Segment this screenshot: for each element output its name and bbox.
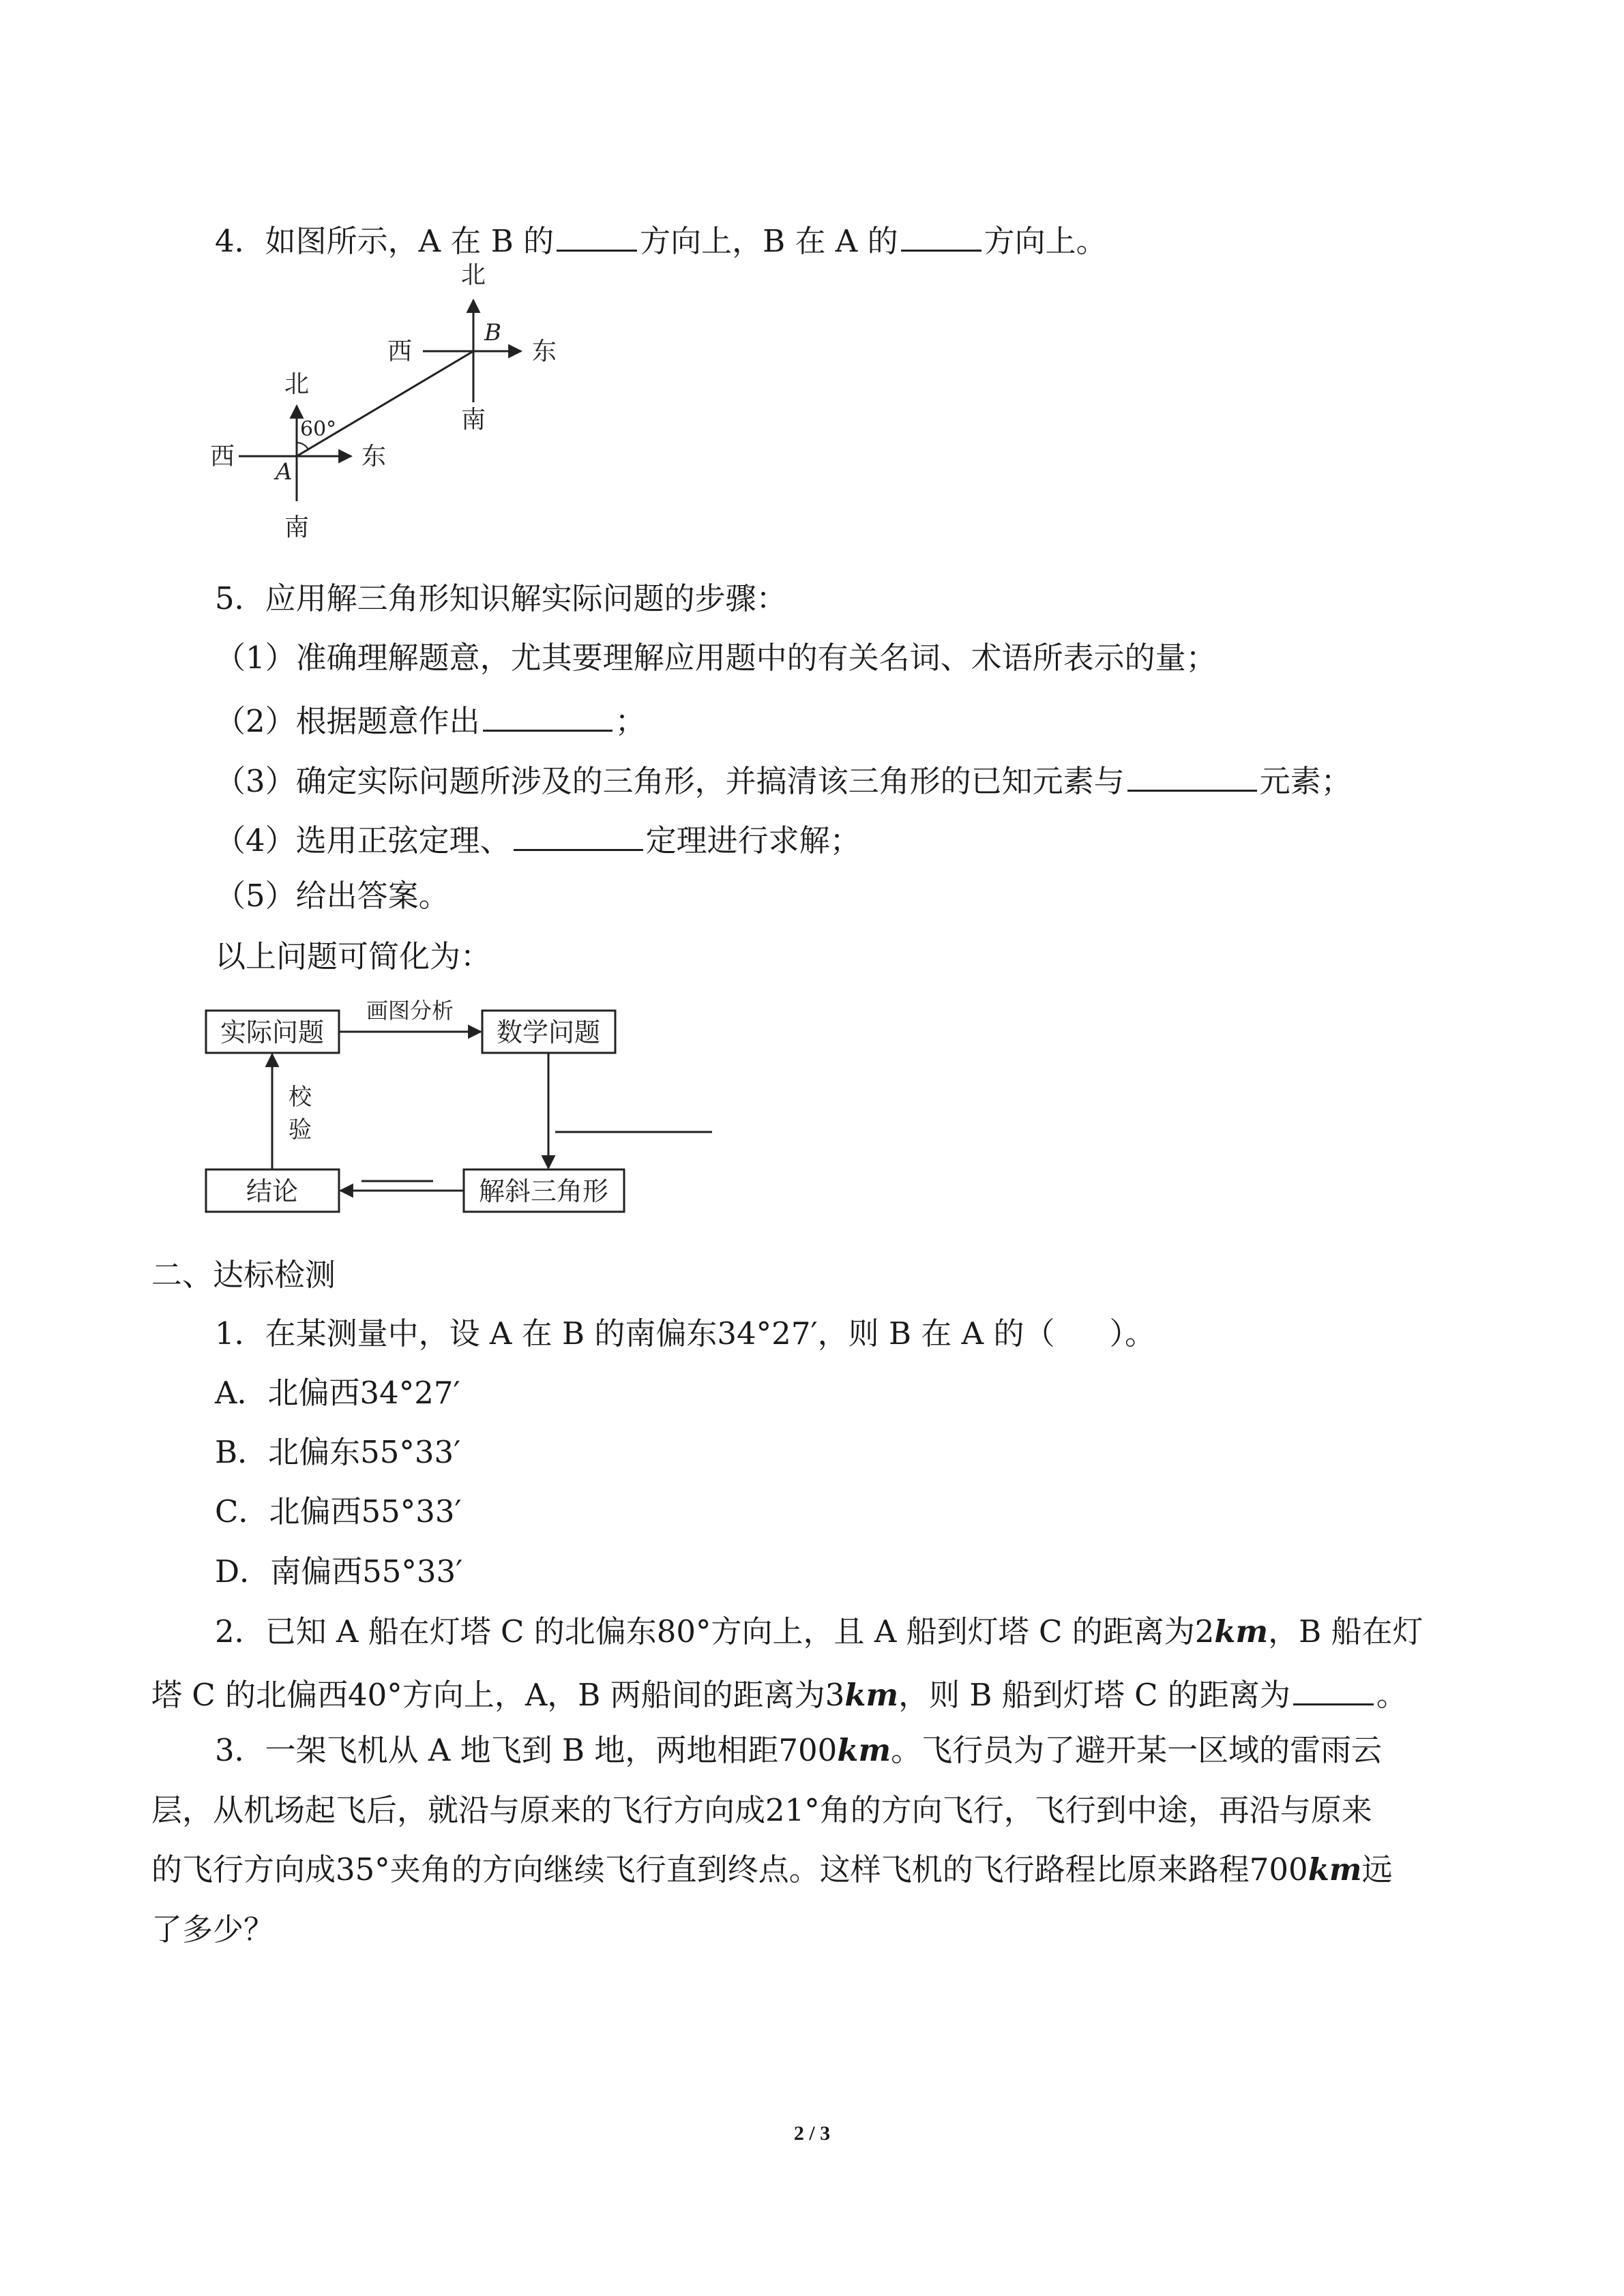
s2-q3-unit: km: [837, 1732, 891, 1768]
q5-step-4-text: （4）选用正弦定理、: [215, 822, 511, 859]
s2-q2-text-d: 塔 C 的北偏西: [151, 1677, 349, 1713]
s2-q1-option-a-dir: 北偏西: [267, 1375, 360, 1411]
q4-text-2: 方向上，B 在 A 的: [640, 223, 898, 259]
s2-q2-line-1: [215, 1611, 1423, 1652]
q4-blank-2[interactable]: [901, 217, 981, 252]
q5-step-3-blank[interactable]: [1127, 757, 1257, 792]
s2-q2-dist-2: 3: [825, 1677, 845, 1713]
q5-step-4: [215, 816, 861, 861]
s2-q3-text-b: 。飞行员为了避开某一区域的雷雨云: [891, 1732, 1383, 1768]
s2-q2-text-a: 2．已知 A 船在灯塔 C 的北偏东: [215, 1613, 657, 1650]
s2-q1-option-b[interactable]: [215, 1432, 460, 1473]
b-east-label: 东: [531, 338, 557, 366]
box-conclusion-label: 结论: [246, 1176, 299, 1206]
s2-q2-text-e: 方向上，A，B 两船间的距离为: [402, 1677, 825, 1713]
s2-q1-option-c-label: C．: [215, 1493, 269, 1530]
box-real-problem-label: 实际问题: [220, 1017, 325, 1047]
s2-q2-dist-1: 2: [1194, 1613, 1215, 1650]
s2-q2-angle-2: 40°: [348, 1677, 402, 1713]
s2-q1-stem-angle: 34°27′: [717, 1315, 818, 1352]
s2-q3-text-a: 3．一架飞机从 A 地飞到 B 地，两地相距: [215, 1732, 779, 1768]
point-b-label: B: [484, 319, 501, 346]
s2-q3-text-e: 的飞行方向成: [151, 1851, 336, 1888]
s2-q2-line-2: [151, 1671, 1407, 1716]
s2-q2-unit-2: km: [844, 1677, 899, 1713]
q5-title: 5．应用解三角形知识解实际问题的步骤：: [215, 580, 787, 616]
section2-title: 二、达标检测: [151, 1257, 336, 1293]
b-north-label: 北: [460, 263, 486, 289]
q5-step-3: [215, 757, 1352, 802]
s2-q3-line-1: [215, 1730, 1382, 1771]
s2-q3-text-f: 夹角的方向继续飞行直到终点。这样飞机的飞行路程比原来路程: [389, 1851, 1250, 1888]
arrow-verify-label-1: 校: [289, 1084, 312, 1111]
s2-q1-stem: [215, 1313, 1155, 1354]
s2-q3-angle-1: 21°: [765, 1792, 820, 1828]
s2-q1-option-c-val: 55°33′: [361, 1493, 462, 1530]
q5-step-5: （5）给出答案。: [215, 878, 449, 914]
box-math-problem-label: 数学问题: [496, 1017, 601, 1047]
q5-step-4-blank[interactable]: [514, 816, 643, 851]
a-west-label: 西: [209, 443, 235, 471]
q4-text-3: 方向上。: [984, 223, 1107, 259]
arrow-draw-analyze-label: 画图分析: [366, 998, 454, 1024]
s2-q1-option-a[interactable]: [215, 1373, 460, 1414]
s2-q2-blank[interactable]: [1293, 1671, 1374, 1705]
s2-q1-option-b-val: 55°33′: [360, 1434, 461, 1470]
s2-q3-dist: 700: [778, 1732, 838, 1768]
s2-q1-option-b-dir: 北偏东: [268, 1434, 361, 1470]
q4-line: [215, 217, 1107, 262]
q5-step-1: （1）准确理解题意，尤其要理解应用题中的有关名词、术语所表示的量；: [215, 640, 1217, 676]
q5-step-2: [215, 697, 646, 742]
b-south-label: 南: [460, 406, 486, 434]
page-number: 2 / 3: [793, 2122, 831, 2145]
q5-step-2-blank[interactable]: [483, 697, 612, 732]
q5-step-2-end: ；: [615, 703, 646, 739]
a-east-label: 东: [361, 443, 387, 471]
angle-arc: [297, 443, 308, 449]
angle-label: 60°: [300, 417, 337, 441]
s2-q3-line-2: [151, 1790, 1372, 1831]
s2-q3-text-c: 层，从机场起飞后，就沿与原来的飞行方向成: [151, 1792, 766, 1828]
s2-q3-text-d: 角的方向飞行，飞行到中途，再沿与原来: [819, 1792, 1372, 1828]
box-solve-triangle-label: 解斜三角形: [478, 1176, 609, 1206]
s2-q1-stem-c: ）。: [1109, 1315, 1155, 1352]
s2-q1-stem-a: 1．在某测量中，设 A 在 B 的南偏东: [215, 1315, 718, 1352]
s2-q1-option-b-label: B．: [215, 1434, 269, 1470]
s2-q3-line-3: [151, 1849, 1393, 1890]
q5-step-3-text: （3）确定实际问题所涉及的三角形，并搞清该三角形的已知元素与: [215, 763, 1125, 799]
s2-q2-text-c: ，B 船在灯: [1268, 1613, 1423, 1650]
q5-step-3-end: 元素；: [1259, 763, 1352, 799]
s2-q1-option-a-label: A．: [215, 1375, 268, 1411]
s2-q1-option-c[interactable]: [215, 1491, 462, 1532]
s2-q1-option-d-dir: 南偏西: [270, 1553, 363, 1590]
direction-figure: [198, 263, 580, 556]
s2-q2-text-g: 。: [1376, 1677, 1407, 1713]
q4-text-1: 4．如图所示，A 在 B 的: [215, 223, 555, 259]
point-a-label: A: [276, 458, 293, 486]
q5-step-2-text: （2）根据题意作出: [215, 703, 480, 739]
s2-q2-text-f: ，则 B 船到灯塔 C 的距离为: [898, 1677, 1290, 1713]
s2-q1-option-d[interactable]: [215, 1551, 462, 1592]
q5-step-4-end: 定理进行求解；: [645, 822, 861, 859]
s2-q3-text-g: 远: [1361, 1851, 1393, 1888]
s2-q3-angle-2: 35°: [336, 1851, 390, 1888]
s2-q1-option-d-val: 55°33′: [362, 1553, 463, 1590]
a-north-label: 北: [284, 370, 310, 398]
a-south-label: 南: [284, 513, 310, 541]
s2-q3-unit-2: km: [1308, 1851, 1362, 1888]
s2-q1-option-c-dir: 北偏西: [269, 1493, 361, 1530]
s2-q1-option-d-label: D．: [215, 1553, 271, 1590]
s2-q2-unit-1: km: [1214, 1613, 1269, 1650]
flow-chart: [198, 989, 737, 1221]
s2-q3-dist-2: 700: [1249, 1851, 1308, 1888]
q4-blank-1[interactable]: [557, 217, 637, 252]
s2-q3-line-4: 了多少？: [151, 1911, 275, 1948]
s2-q2-text-b: 方向上，且 A 船到灯塔 C 的距离为: [711, 1613, 1195, 1650]
s2-q1-stem-b: ，则 B 在 A 的（: [817, 1315, 1055, 1352]
b-west-label: 西: [387, 338, 413, 366]
arrow-verify-label-2: 验: [289, 1116, 312, 1144]
s2-q1-option-a-val: 34°27′: [359, 1375, 460, 1411]
q5-summary: 以上问题可简化为：: [215, 938, 492, 974]
s2-q2-angle-1: 80°: [656, 1613, 711, 1650]
